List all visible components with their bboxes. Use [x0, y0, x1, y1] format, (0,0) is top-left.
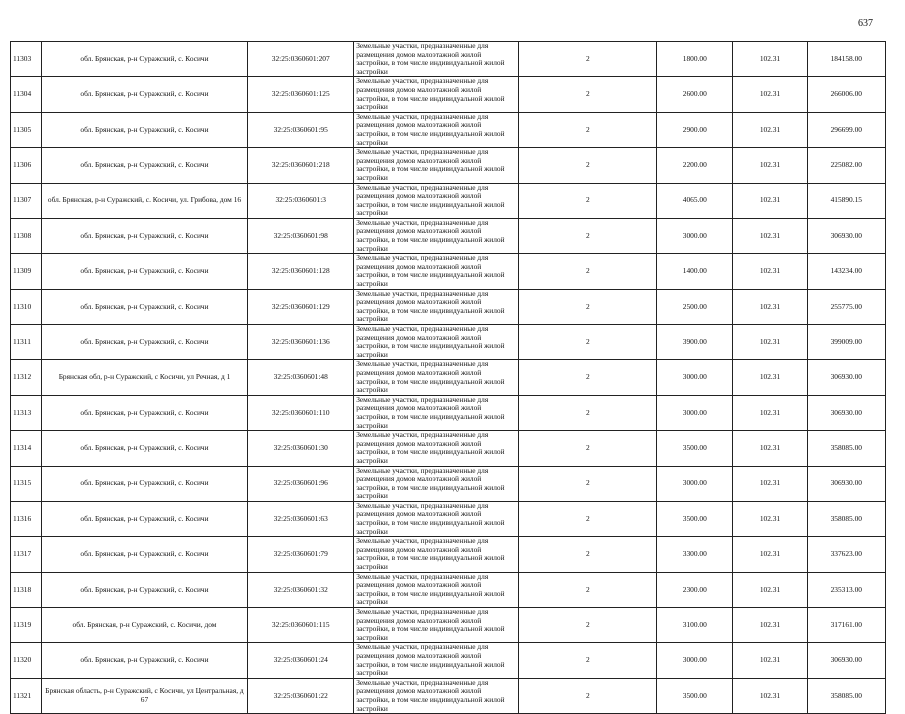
area-cell: 3500.00 [657, 678, 733, 713]
land-use-cell: Земельные участки, предназначенные для размещения домов малоэтажной жилой застройки, в том числе индивидуальной жилой застройки [354, 466, 519, 501]
category-cell: 2 [519, 42, 657, 77]
row-number-cell: 11319 [11, 608, 42, 643]
land-use-cell: Земельные участки, предназначенные для размещения домов малоэтажной жилой застройки, в том числе индивидуальной жилой застройки [354, 183, 519, 218]
cadastral-value-cell: 306930.00 [807, 643, 885, 678]
row-number-cell: 11321 [11, 678, 42, 713]
table-row [11, 608, 886, 643]
table-row [11, 572, 886, 607]
specific-value-cell: 102.31 [733, 218, 807, 253]
cadastral-number-cell: 32:25:0360601:32 [248, 572, 354, 607]
row-number-cell: 11314 [11, 431, 42, 466]
row-number-cell: 11305 [11, 112, 42, 147]
cadastral-number-cell: 32:25:0360601:110 [248, 395, 354, 430]
table-row [11, 218, 886, 253]
cadastral-value-cell: 358085.00 [807, 678, 885, 713]
cadastral-value-cell: 235313.00 [807, 572, 885, 607]
table-row [11, 325, 886, 360]
address-cell: Брянская область, р-н Суражский, с Косичи, ул Центральная, д 67 [41, 678, 248, 713]
cadastral-number-cell: 32:25:0360601:3 [248, 183, 354, 218]
row-number-cell: 11320 [11, 643, 42, 678]
specific-value-cell: 102.31 [733, 678, 807, 713]
specific-value-cell: 102.31 [733, 183, 807, 218]
land-use-cell: Земельные участки, предназначенные для размещения домов малоэтажной жилой застройки, в том числе индивидуальной жилой застройки [354, 42, 519, 77]
address-cell: обл. Брянская, р-н Суражский, с. Косичи [41, 431, 248, 466]
area-cell: 2900.00 [657, 112, 733, 147]
specific-value-cell: 102.31 [733, 537, 807, 572]
address-cell: обл. Брянская, р-н Суражский, с. Косичи [41, 643, 248, 678]
area-cell: 2500.00 [657, 289, 733, 324]
specific-value-cell: 102.31 [733, 501, 807, 536]
category-cell: 2 [519, 643, 657, 678]
cadastral-number-cell: 32:25:0360601:207 [248, 42, 354, 77]
category-cell: 2 [519, 77, 657, 112]
category-cell: 2 [519, 466, 657, 501]
cadastral-value-cell: 306930.00 [807, 218, 885, 253]
category-cell: 2 [519, 608, 657, 643]
specific-value-cell: 102.31 [733, 77, 807, 112]
address-cell: обл. Брянская, р-н Суражский, с. Косичи [41, 572, 248, 607]
cadastral-number-cell: 32:25:0360601:128 [248, 254, 354, 289]
land-use-cell: Земельные участки, предназначенные для размещения домов малоэтажной жилой застройки, в том числе индивидуальной жилой застройки [354, 360, 519, 395]
table-row [11, 537, 886, 572]
cadastral-number-cell: 32:25:0360601:79 [248, 537, 354, 572]
cadastral-value-cell: 143234.00 [807, 254, 885, 289]
table-row [11, 678, 886, 713]
row-number-cell: 11317 [11, 537, 42, 572]
cadastral-number-cell: 32:25:0360601:125 [248, 77, 354, 112]
area-cell: 2600.00 [657, 77, 733, 112]
row-number-cell: 11318 [11, 572, 42, 607]
address-cell: обл. Брянская, р-н Суражский, с. Косичи [41, 395, 248, 430]
category-cell: 2 [519, 148, 657, 183]
table-row [11, 289, 886, 324]
cadastral-number-cell: 32:25:0360601:129 [248, 289, 354, 324]
land-use-cell: Земельные участки, предназначенные для размещения домов малоэтажной жилой застройки, в том числе индивидуальной жилой застройки [354, 572, 519, 607]
cadastral-value-cell: 337623.00 [807, 537, 885, 572]
cadastral-value-cell: 358085.00 [807, 501, 885, 536]
address-cell: обл. Брянская, р-н Суражский, с. Косичи [41, 77, 248, 112]
cadastral-value-cell: 184158.00 [807, 42, 885, 77]
row-number-cell: 11306 [11, 148, 42, 183]
area-cell: 2200.00 [657, 148, 733, 183]
specific-value-cell: 102.31 [733, 112, 807, 147]
area-cell: 3000.00 [657, 218, 733, 253]
page-number: 637 [858, 18, 873, 29]
cadastral-value-cell: 225082.00 [807, 148, 885, 183]
address-cell: Брянская обл, р-н Суражский, с Косичи, ул Речная, д 1 [41, 360, 248, 395]
land-use-cell: Земельные участки, предназначенные для размещения домов малоэтажной жилой застройки, в том числе индивидуальной жилой застройки [354, 431, 519, 466]
address-cell: обл. Брянская, р-н Суражский, с. Косичи [41, 254, 248, 289]
cadastral-number-cell: 32:25:0360601:63 [248, 501, 354, 536]
cadastral-number-cell: 32:25:0360601:218 [248, 148, 354, 183]
land-use-cell: Земельные участки, предназначенные для размещения домов малоэтажной жилой застройки, в том числе индивидуальной жилой застройки [354, 254, 519, 289]
address-cell: обл. Брянская, р-н Суражский, с. Косичи [41, 501, 248, 536]
cadastral-value-cell: 266006.00 [807, 77, 885, 112]
address-cell: обл. Брянская, р-н Суражский, с. Косичи, дом [41, 608, 248, 643]
row-number-cell: 11308 [11, 218, 42, 253]
specific-value-cell: 102.31 [733, 608, 807, 643]
table-row [11, 431, 886, 466]
area-cell: 3100.00 [657, 608, 733, 643]
table-row [11, 466, 886, 501]
address-cell: обл. Брянская, р-н Суражский, с. Косичи [41, 537, 248, 572]
category-cell: 2 [519, 112, 657, 147]
address-cell: обл. Брянская, р-н Суражский, с. Косичи [41, 289, 248, 324]
address-cell: обл. Брянская, р-н Суражский, с. Косичи, ул. Грибова, дом 16 [41, 183, 248, 218]
cadastral-value-cell: 306930.00 [807, 466, 885, 501]
cadastral-number-cell: 32:25:0360601:48 [248, 360, 354, 395]
area-cell: 3000.00 [657, 643, 733, 678]
table-row [11, 501, 886, 536]
land-use-cell: Земельные участки, предназначенные для размещения домов малоэтажной жилой застройки, в том числе индивидуальной жилой застройки [354, 112, 519, 147]
land-use-cell: Земельные участки, предназначенные для размещения домов малоэтажной жилой застройки, в том числе индивидуальной жилой застройки [354, 148, 519, 183]
area-cell: 4065.00 [657, 183, 733, 218]
area-cell: 3500.00 [657, 501, 733, 536]
cadastral-number-cell: 32:25:0360601:98 [248, 218, 354, 253]
specific-value-cell: 102.31 [733, 466, 807, 501]
land-use-cell: Земельные участки, предназначенные для размещения домов малоэтажной жилой застройки, в том числе индивидуальной жилой застройки [354, 289, 519, 324]
cadastral-number-cell: 32:25:0360601:96 [248, 466, 354, 501]
land-use-cell: Земельные участки, предназначенные для размещения домов малоэтажной жилой застройки, в том числе индивидуальной жилой застройки [354, 77, 519, 112]
category-cell: 2 [519, 289, 657, 324]
land-use-cell: Земельные участки, предназначенные для размещения домов малоэтажной жилой застройки, в том числе индивидуальной жилой застройки [354, 643, 519, 678]
row-number-cell: 11303 [11, 42, 42, 77]
category-cell: 2 [519, 431, 657, 466]
cadastral-value-cell: 317161.00 [807, 608, 885, 643]
specific-value-cell: 102.31 [733, 148, 807, 183]
table-row [11, 254, 886, 289]
cadastral-value-cell: 306930.00 [807, 395, 885, 430]
cadastral-value-cell: 358085.00 [807, 431, 885, 466]
table-row [11, 643, 886, 678]
cadastral-value-cell: 399009.00 [807, 325, 885, 360]
specific-value-cell: 102.31 [733, 431, 807, 466]
address-cell: обл. Брянская, р-н Суражский, с. Косичи [41, 148, 248, 183]
category-cell: 2 [519, 395, 657, 430]
address-cell: обл. Брянская, р-н Суражский, с. Косичи [41, 218, 248, 253]
specific-value-cell: 102.31 [733, 289, 807, 324]
row-number-cell: 11311 [11, 325, 42, 360]
cadastral-value-cell: 415890.15 [807, 183, 885, 218]
address-cell: обл. Брянская, р-н Суражский, с. Косичи [41, 466, 248, 501]
table-row [11, 148, 886, 183]
category-cell: 2 [519, 183, 657, 218]
land-use-cell: Земельные участки, предназначенные для размещения домов малоэтажной жилой застройки, в том числе индивидуальной жилой застройки [354, 501, 519, 536]
cadastral-number-cell: 32:25:0360601:30 [248, 431, 354, 466]
address-cell: обл. Брянская, р-н Суражский, с. Косичи [41, 42, 248, 77]
row-number-cell: 11313 [11, 395, 42, 430]
land-use-cell: Земельные участки, предназначенные для размещения домов малоэтажной жилой застройки, в том числе индивидуальной жилой застройки [354, 537, 519, 572]
cadastral-number-cell: 32:25:0360601:95 [248, 112, 354, 147]
land-use-cell: Земельные участки, предназначенные для размещения домов малоэтажной жилой застройки, в том числе индивидуальной жилой застройки [354, 395, 519, 430]
category-cell: 2 [519, 218, 657, 253]
category-cell: 2 [519, 537, 657, 572]
land-use-cell: Земельные участки, предназначенные для размещения домов малоэтажной жилой застройки, в том числе индивидуальной жилой застройки [354, 608, 519, 643]
table-row [11, 183, 886, 218]
category-cell: 2 [519, 254, 657, 289]
cadastral-value-cell: 296699.00 [807, 112, 885, 147]
area-cell: 3000.00 [657, 395, 733, 430]
address-cell: обл. Брянская, р-н Суражский, с. Косичи [41, 325, 248, 360]
address-cell: обл. Брянская, р-н Суражский, с. Косичи [41, 112, 248, 147]
specific-value-cell: 102.31 [733, 572, 807, 607]
row-number-cell: 11316 [11, 501, 42, 536]
cadastral-number-cell: 32:25:0360601:136 [248, 325, 354, 360]
table-row [11, 395, 886, 430]
table-row [11, 112, 886, 147]
cadastral-number-cell: 32:25:0360601:115 [248, 608, 354, 643]
specific-value-cell: 102.31 [733, 643, 807, 678]
category-cell: 2 [519, 572, 657, 607]
land-use-cell: Земельные участки, предназначенные для размещения домов малоэтажной жилой застройки, в том числе индивидуальной жилой застройки [354, 678, 519, 713]
area-cell: 2300.00 [657, 572, 733, 607]
cadastral-number-cell: 32:25:0360601:24 [248, 643, 354, 678]
area-cell: 3500.00 [657, 431, 733, 466]
cadastral-value-cell: 255775.00 [807, 289, 885, 324]
row-number-cell: 11307 [11, 183, 42, 218]
row-number-cell: 11315 [11, 466, 42, 501]
table-row [11, 77, 886, 112]
row-number-cell: 11309 [11, 254, 42, 289]
land-use-cell: Земельные участки, предназначенные для размещения домов малоэтажной жилой застройки, в том числе индивидуальной жилой застройки [354, 218, 519, 253]
row-number-cell: 11312 [11, 360, 42, 395]
area-cell: 3900.00 [657, 325, 733, 360]
row-number-cell: 11304 [11, 77, 42, 112]
table-row [11, 360, 886, 395]
specific-value-cell: 102.31 [733, 254, 807, 289]
land-use-cell: Земельные участки, предназначенные для размещения домов малоэтажной жилой застройки, в том числе индивидуальной жилой застройки [354, 325, 519, 360]
category-cell: 2 [519, 360, 657, 395]
cadastral-number-cell: 32:25:0360601:22 [248, 678, 354, 713]
cadastral-value-cell: 306930.00 [807, 360, 885, 395]
land-registry-table [10, 41, 886, 714]
specific-value-cell: 102.31 [733, 325, 807, 360]
area-cell: 3000.00 [657, 360, 733, 395]
specific-value-cell: 102.31 [733, 395, 807, 430]
area-cell: 3000.00 [657, 466, 733, 501]
area-cell: 1400.00 [657, 254, 733, 289]
area-cell: 1800.00 [657, 42, 733, 77]
row-number-cell: 11310 [11, 289, 42, 324]
table-row [11, 42, 886, 77]
category-cell: 2 [519, 678, 657, 713]
specific-value-cell: 102.31 [733, 42, 807, 77]
specific-value-cell: 102.31 [733, 360, 807, 395]
area-cell: 3300.00 [657, 537, 733, 572]
category-cell: 2 [519, 325, 657, 360]
category-cell: 2 [519, 501, 657, 536]
